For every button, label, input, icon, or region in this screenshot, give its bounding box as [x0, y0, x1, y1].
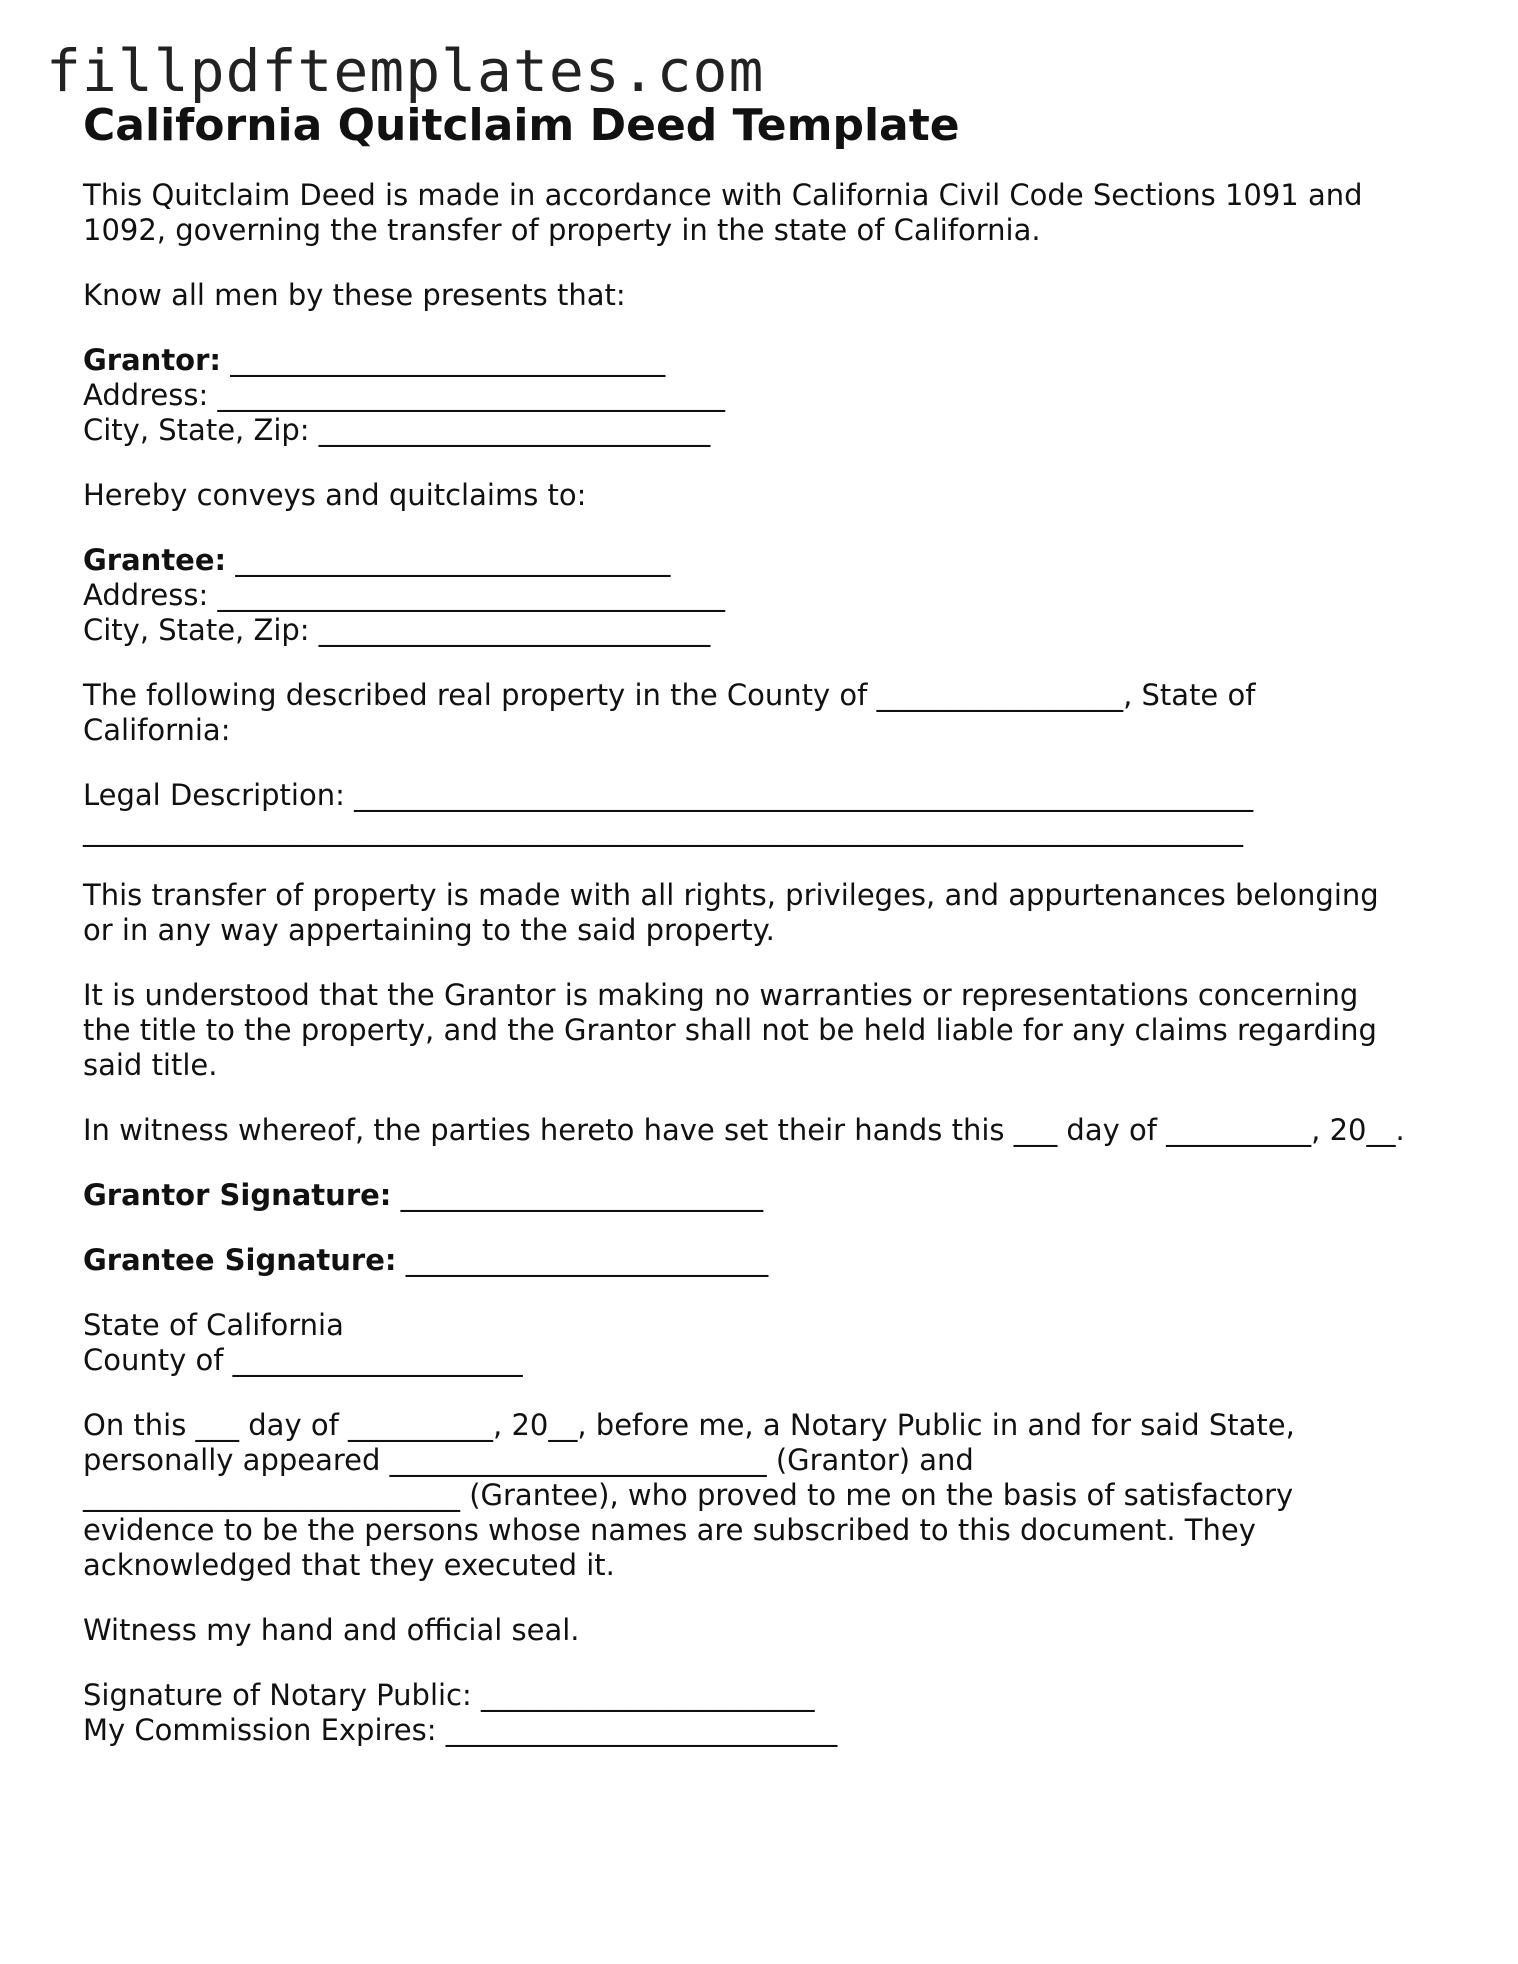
notary-signature-block	[83, 1678, 1443, 1748]
intro-line: 1092, governing the transfer of property in the state of California.	[83, 213, 1041, 247]
grantee-city-field[interactable]: City, State, Zip: ___________________________	[83, 613, 711, 647]
legal-description-field-2[interactable]: ________________________________________________________________________________	[83, 813, 1243, 847]
notary-grantee-field[interactable]: __________________________ (Grantee), who proved to me on the basis of satisfactory	[83, 1478, 1294, 1512]
witness-paragraph	[83, 1113, 1443, 1148]
grantee-signature-label: Grantee Signature:	[83, 1243, 397, 1277]
grantor-signature-field[interactable]: _________________________	[391, 1178, 764, 1212]
warranty-line: the title to the property, and the Grantor shall not be held liable for any claims regarding	[83, 1013, 1377, 1047]
legal-description-block	[83, 778, 1443, 848]
notary-date-field[interactable]: On this ___ day of __________, 20__, before me, a Notary Public in and for said State,	[83, 1408, 1295, 1442]
grantee-line	[83, 543, 1443, 578]
witness-date-field[interactable]: In witness whereof, the parties hereto have set their hands this ___ day of __________, 20__.	[83, 1113, 1405, 1147]
deed-content	[83, 100, 1443, 1778]
grantor-address-field[interactable]: Address: ___________________________________	[83, 378, 725, 412]
notary-grantor-field[interactable]: personally appeared __________________________ (Grantor) and	[83, 1443, 974, 1477]
county-field[interactable]: County of ____________________	[83, 1343, 523, 1377]
grantee-name-field[interactable]: ______________________________	[226, 543, 671, 577]
property-county-field[interactable]: The following described real property in the County of _________________, State of	[83, 678, 1256, 712]
grantor-city-field[interactable]: City, State, Zip: ___________________________	[83, 413, 711, 447]
grantee-signature-field[interactable]: _________________________	[396, 1243, 769, 1277]
grantee-block	[83, 543, 1443, 648]
grantor-signature-label: Grantor Signature:	[83, 1178, 392, 1212]
conveys-paragraph	[83, 478, 1443, 513]
grantor-signature-block	[83, 1178, 1443, 1213]
intro-line: This Quitclaim Deed is made in accordance with California Civil Code Sections 1091 and	[83, 178, 1363, 212]
notary-acknowledgment	[83, 1408, 1443, 1583]
property-line: California:	[83, 713, 231, 747]
notary-line: acknowledged that they executed it.	[83, 1548, 615, 1582]
rights-line: This transfer of property is made with all rights, privileges, and appurtenances belonging	[83, 878, 1379, 912]
grantor-label: Grantor:	[83, 343, 222, 377]
know-all-text: Know all men by these presents that:	[83, 278, 626, 312]
grantee-signature-block	[83, 1243, 1443, 1278]
rights-line: or in any way appertaining to the said property.	[83, 913, 775, 947]
state-text: State of California	[83, 1308, 344, 1342]
grantee-address-field[interactable]: Address: ___________________________________	[83, 578, 725, 612]
conveys-text: Hereby conveys and quitclaims to:	[83, 478, 587, 512]
grantor-line	[83, 343, 1443, 378]
grantee-label: Grantee:	[83, 543, 227, 577]
watermark: fillpdftemplates.com	[46, 37, 765, 105]
notary-venue-block	[83, 1308, 1443, 1378]
property-paragraph	[83, 678, 1443, 748]
grantor-block	[83, 343, 1443, 448]
grantor-signature-line	[83, 1178, 1443, 1213]
seal-text: Witness my hand and official seal.	[83, 1613, 580, 1647]
legal-description-field[interactable]: Legal Description: ______________________________________________________________	[83, 778, 1254, 812]
rights-paragraph	[83, 878, 1443, 948]
warranty-paragraph	[83, 978, 1443, 1083]
page-title: California Quitclaim Deed Template	[83, 100, 960, 151]
warranty-line: It is understood that the Grantor is making no warranties or representations concerning	[83, 978, 1359, 1012]
grantor-name-field[interactable]: ______________________________	[221, 343, 666, 377]
intro-paragraph	[83, 178, 1443, 248]
notary-signature-field[interactable]: Signature of Notary Public: _______________________	[83, 1678, 815, 1712]
seal-paragraph	[83, 1613, 1443, 1648]
notary-line: evidence to be the persons whose names are subscribed to this document. They	[83, 1513, 1256, 1547]
grantee-signature-line	[83, 1243, 1443, 1278]
warranty-line: said title.	[83, 1048, 218, 1082]
commission-expires-field[interactable]: My Commission Expires: ___________________________	[83, 1713, 838, 1747]
know-all-paragraph	[83, 278, 1443, 313]
